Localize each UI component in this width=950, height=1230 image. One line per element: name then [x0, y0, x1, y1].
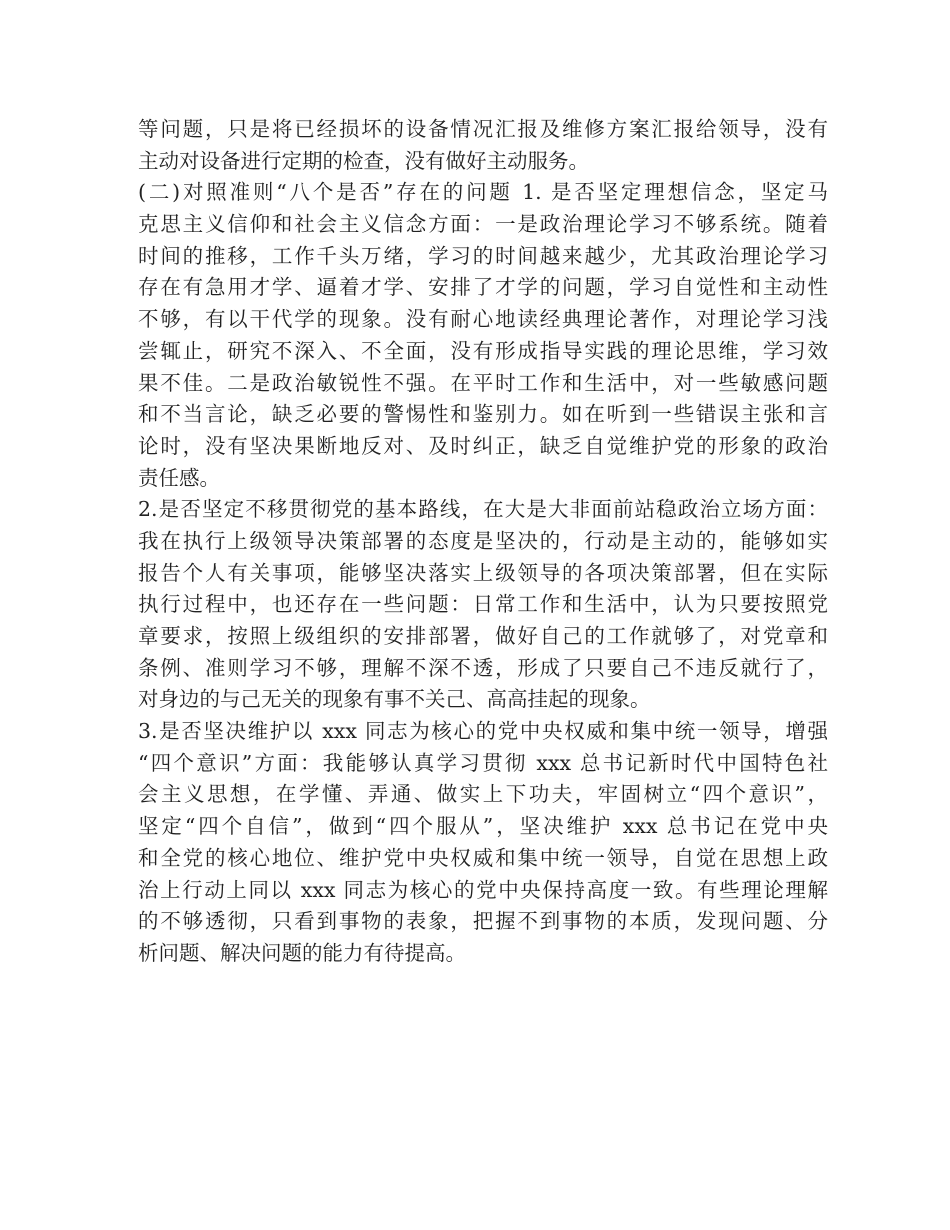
document-body [138, 114, 828, 970]
text-line: 主动对设备进行定期的检查，没有做好主动服务。 [138, 148, 589, 173]
text-line: 时间的推移，工作千头万绪，学习的时间越来越少，尤其政治理论学习 [138, 243, 828, 268]
text-line: 克思主义信仰和社会主义信念方面：一是政治理论学习不够系统。随着 [138, 212, 828, 237]
text-line: 尝辄止，研究不深入、不全面，没有形成指导实践的理论思维，学习效 [138, 338, 828, 363]
text-line: 的不够透彻，只看到事物的表象，把握不到事物的本质，发现问题、分 [138, 909, 828, 934]
text-line: 和不当言论，缺乏必要的警惕性和鉴别力。如在听到一些错误主张和言 [138, 402, 828, 427]
text-line: (二)对照准则“八个是否”存在的问题 1. 是否坚定理想信念，坚定马 [138, 180, 828, 205]
text-line: 我在执行上级领导决策部署的态度是坚决的，行动是主动的，能够如实 [138, 528, 828, 553]
text-line: 等问题，只是将已经损坏的设备情况汇报及维修方案汇报给领导，没有 [138, 117, 828, 141]
text-line: 执行过程中，也还存在一些问题：日常工作和生活中，认为只要按照党 [138, 592, 828, 617]
text-line: 果不佳。二是政治敏锐性不强。在平时工作和生活中，对一些敏感问题 [138, 370, 828, 395]
text-line: “四个意识”方面：我能够认真学习贯彻 xxx 总书记新时代中国特色社 [138, 750, 828, 775]
text-line: 2.是否坚定不移贯彻党的基本路线，在大是大非面前站稳政治立场方面： [138, 497, 828, 522]
text-line: 3.是否坚决维护以 xxx 同志为核心的党中央权威和集中统一领导，增强 [138, 719, 828, 744]
text-line: 条例、准则学习不够，理解不深不透，形成了只要自己不违反就行了， [138, 655, 828, 680]
text-line: 对身边的与己无关的现象有事不关己、高高挂起的现象。 [138, 687, 651, 712]
text-line: 析问题、解决问题的能力有待提高。 [138, 940, 466, 965]
text-line: 治上行动上同以 xxx 同志为核心的党中央保持高度一致。有些理论理解 [138, 877, 828, 902]
text-line: 章要求，按照上级组织的安排部署，做好自己的工作就够了，对党章和 [138, 624, 828, 648]
text-line: 责任感。 [138, 465, 220, 490]
text-line: 和全党的核心地位、维护党中央权威和集中统一领导，自觉在思想上政 [138, 845, 828, 870]
text-line: 论时，没有坚决果断地反对、及时纠正，缺乏自觉维护党的形象的政治 [138, 433, 828, 458]
text-line: 存在有急用才学、逼着才学、安排了才学的问题，学习自觉性和主动性 [138, 275, 828, 300]
text-line: 报告个人有关事项，能够坚决落实上级领导的各项决策部署，但在实际 [138, 560, 828, 585]
text-line: 不够，有以干代学的现象。没有耐心地读经典理论著作，对理论学习浅 [138, 307, 828, 332]
text-line: 坚定“四个自信”，做到“四个服从”，坚决维护 xxx 总书记在党中央 [138, 814, 828, 839]
text-line: 会主义思想，在学懂、弄通、做实上下功夫，牢固树立“四个意识”， [138, 782, 828, 807]
